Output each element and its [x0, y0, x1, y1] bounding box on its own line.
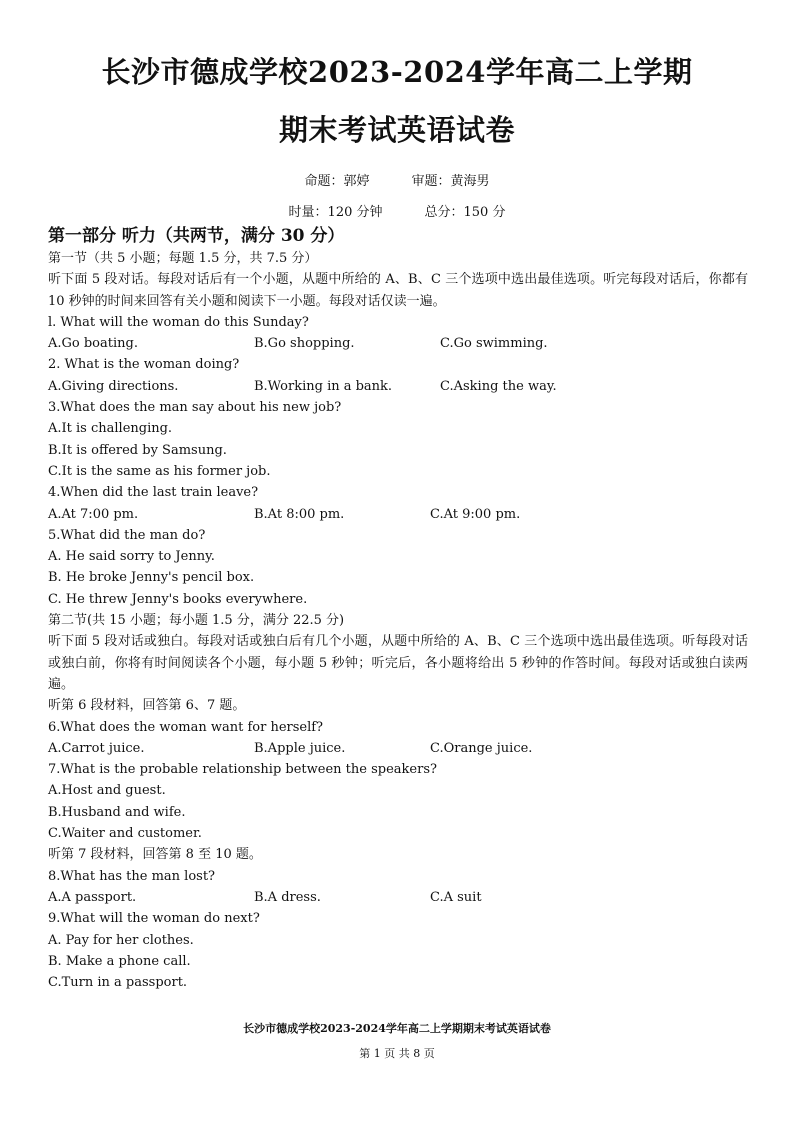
option-c: C.A suit	[430, 889, 482, 905]
option-b: B.Apple juice.	[254, 740, 346, 756]
option-b: B.It is offered by Samsung.	[48, 442, 227, 458]
option-b: B. He broke Jenny's pencil box.	[48, 570, 255, 586]
option-row	[48, 504, 748, 525]
option-c: C.Turn in a passport.	[48, 975, 188, 991]
exam-time: 时量：120 分钟	[288, 205, 383, 220]
option-b: B.A dress.	[254, 889, 321, 905]
question-stem: 6.What does the woman want for herself?	[48, 719, 324, 735]
option-b: B. Make a phone call.	[48, 953, 191, 969]
option-b: B.Working in a bank.	[254, 378, 393, 394]
option-b: B.Go shopping.	[254, 336, 355, 352]
option-a: A.Carrot juice.	[48, 740, 145, 756]
total-score: 总分：150 分	[424, 205, 506, 220]
time-score-line	[0, 201, 794, 220]
question-stem: 7.What is the probable relationship between the speakers?	[48, 762, 437, 778]
exam-title-line2: 期末考试英语试卷	[278, 113, 515, 147]
option-b: B.At 8:00 pm.	[254, 506, 345, 522]
question-stem: 3.What does the man say about his new job?	[48, 400, 342, 416]
option-a: A.At 7:00 pm.	[48, 506, 139, 522]
author-line	[0, 170, 794, 189]
question-stem: 4.When did the last train leave?	[48, 485, 259, 501]
question-stem: 5.What did the man do?	[48, 527, 206, 543]
option-c: C. He threw Jenny's books everywhere.	[48, 591, 308, 607]
section2-heading: 第二节(共 15 小题；每小题 1.5 分，满分 22.5 分)	[48, 613, 345, 629]
footer-title: 长沙市德成学校2023-2024学年高二上学期期末考试英语试卷	[243, 1022, 551, 1035]
option-c: C.At 9:00 pm.	[430, 506, 521, 522]
exam-title-line1: 长沙市德成学校2023-2024学年高二上学期	[101, 55, 693, 89]
option-b: B.Husband and wife.	[48, 804, 186, 820]
question-stem: 8.What has the man lost?	[48, 868, 216, 884]
page-number: 第 1 页 共 8 页	[359, 1047, 435, 1060]
option-c: C.Waiter and customer.	[48, 826, 202, 842]
option-a: A. He said sorry to Jenny.	[48, 549, 215, 565]
author: 命题：郭婷	[304, 174, 370, 189]
question-stem: 9.What will the woman do next?	[48, 911, 260, 927]
option-a: A.Go boating.	[48, 336, 138, 352]
part1-title: 第一部分 听力（共两节，满分 30 分）	[48, 226, 345, 246]
section2-instructions: 听下面 5 段对话或独白。每段对话或独白后有几个小题，从题中所给的 A、B、C 三个选项中选出最佳选项。听每段对话或独白前，你将有时间阅读各个小题，每小题 5 秒钟；听完后，各小题将给出 5 秒钟的作答时间。每段对话或独白读两遍。	[48, 634, 748, 692]
option-a: A.It is challenging.	[48, 421, 173, 437]
exam-body	[48, 224, 748, 993]
section1-heading: 第一节（共 5 小题；每题 1.5 分，共 7.5 分）	[48, 251, 318, 266]
option-a: A.Giving directions.	[48, 378, 179, 394]
option-a: A.A passport.	[48, 889, 137, 905]
section1-instructions: 听下面 5 段对话。每段对话后有一个小题，从题中所给的 A、B、C 三个选项中选出最佳选项。听完每段对话后，你都有 10 秒钟的时间来回答有关小题和阅读下一小题。每段对话仅读一遍。	[48, 272, 748, 309]
material-7-note: 听第 7 段材料，回答第 8 至 10 题。	[48, 847, 262, 863]
option-c: C.Asking the way.	[440, 378, 557, 394]
material-6-note: 听第 6 段材料，回答第 6、7 题。	[48, 698, 246, 714]
option-c: C.Orange juice.	[430, 740, 533, 756]
reviewer: 审题：黄海男	[411, 174, 490, 189]
option-row	[48, 887, 748, 908]
option-row	[48, 738, 748, 759]
option-row	[48, 333, 748, 354]
option-c: C.It is the same as his former job.	[48, 463, 271, 479]
option-a: A. Pay for her clothes.	[48, 932, 194, 948]
question-stem: l. What will the woman do this Sunday?	[48, 314, 309, 330]
option-c: C.Go swimming.	[440, 336, 548, 352]
question-stem: 2. What is the woman doing?	[48, 357, 240, 373]
option-row	[48, 376, 748, 397]
option-a: A.Host and guest.	[48, 783, 166, 799]
